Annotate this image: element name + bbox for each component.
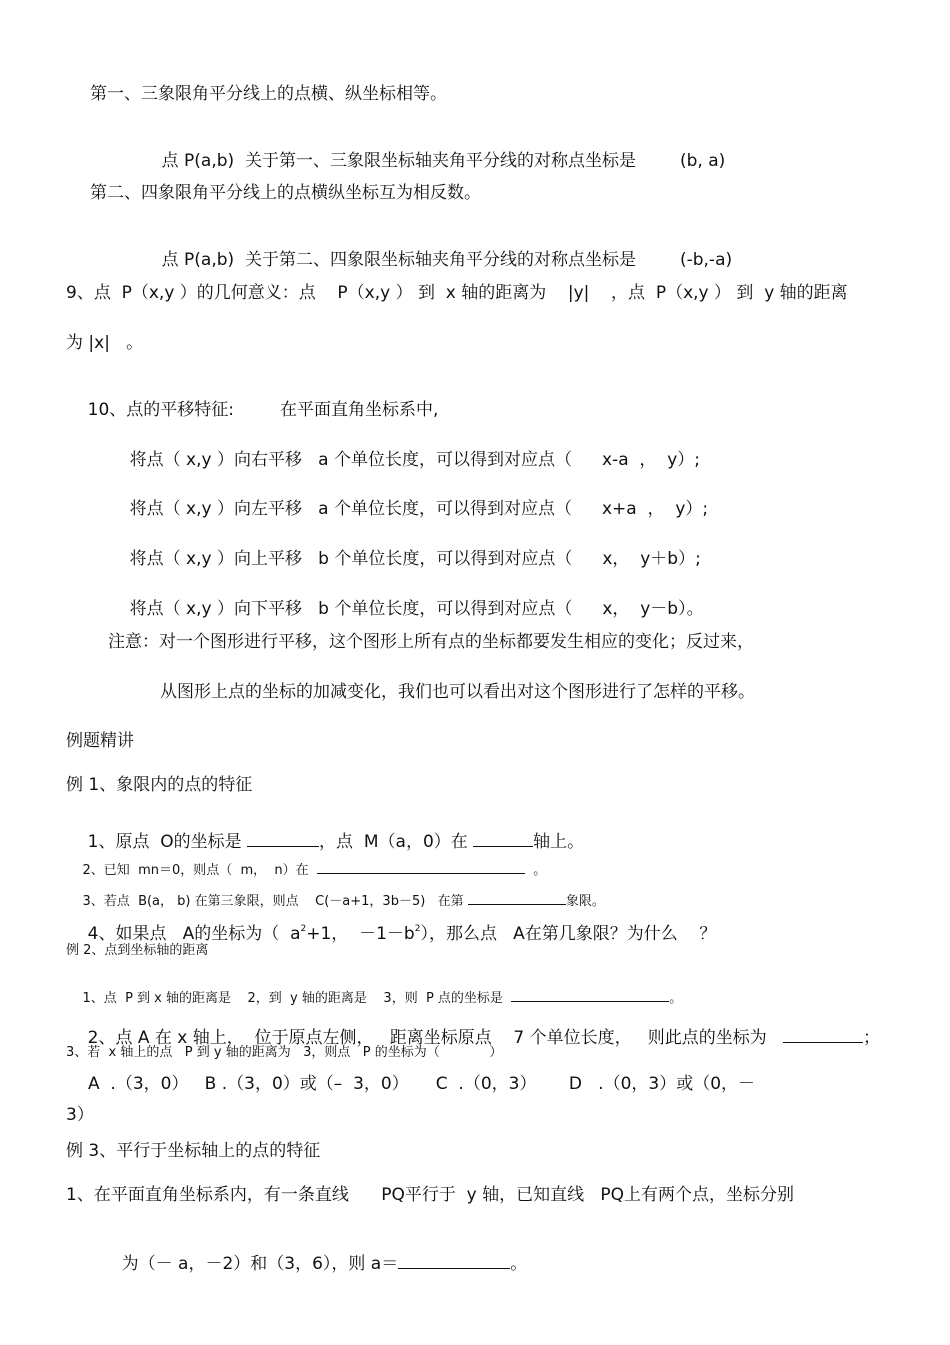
text-segment: x-a ， y）; — [602, 450, 701, 470]
text-line: 3、若 x 轴上的点 P 到 y 轴的距离为 3，则点 P 的坐标为（ ） — [66, 1045, 503, 1060]
text-segment: 将点（ x,y ）向左平移 a 个单位长度，可以得到对应点（ — [129, 499, 572, 519]
text-segment: 10、点的平移特征: — [87, 400, 234, 420]
text-line: 注意：对一个图形进行平移，这个图形上所有点的坐标都要发生相应的变化；反过来， — [108, 632, 754, 652]
text-segment: ； — [863, 1028, 881, 1048]
text-segment: 1、点 P 到 x 轴的距离是 2，到 y 轴的距离是 3，则 P 点的坐标是 — [82, 991, 512, 1006]
answer-blank[interactable] — [398, 1254, 510, 1269]
text-line: 3） — [66, 1105, 94, 1125]
text-line: 第二、四象限角平分线上的点横纵坐标互为相反数。 — [90, 183, 481, 203]
text-segment: 。 — [669, 991, 683, 1006]
text-line — [140, 235, 732, 286]
section-heading: 例题精讲 — [66, 731, 134, 751]
text-line: A .（3，0） B .（3，0）或（– 3，0） C .（0，3） D .（0，3）或（0，－ — [88, 1074, 756, 1094]
text-line — [66, 385, 438, 436]
text-line: 9、点 P（x,y ）的几何意义：点 P（x,y ） 到 x 轴的距离为 |y| ，点 P（x,y ） 到 y 轴的距离 — [66, 283, 848, 303]
section-heading: 例 2、点到坐标轴的距离 — [66, 943, 209, 958]
answer-blank[interactable] — [511, 989, 669, 1002]
text-segment: 点 P(a,b) 关于第一、三象限坐标轴夹角平分线的对称点坐标是 — [161, 151, 636, 171]
section-heading: 例 3、平行于坐标轴上的点的特征 — [66, 1141, 321, 1161]
text-segment: x， y＋b）; — [602, 549, 701, 569]
text-line — [108, 484, 708, 535]
text-line — [140, 136, 725, 187]
text-segment: 。 — [510, 1254, 528, 1274]
text-segment: 为（－ a，－2）和（3，6），则 a＝ — [121, 1254, 399, 1274]
text-segment: 3、若点 B(a， b) 在第三象限，则点 C(－a+1，3b－5) 在第 — [82, 894, 468, 909]
answer-blank[interactable] — [473, 832, 533, 847]
answer-blank[interactable] — [247, 832, 319, 847]
text-segment: x， y－b）。 — [602, 599, 704, 619]
answer-blank[interactable] — [783, 1028, 863, 1043]
text-segment: 象限。 — [565, 894, 605, 909]
answer-blank[interactable] — [317, 861, 525, 874]
text-segment: 将点（ x,y ）向上平移 b 个单位长度，可以得到对应点（ — [129, 549, 573, 569]
text-segment: (b, a) — [679, 151, 726, 171]
text-line: 从图形上点的坐标的加减变化，我们也可以看出对这个图形进行了怎样的平移。 — [160, 682, 755, 702]
text-segment: 2、点 A 在 x 轴上， 位于原点左侧， 距离坐标原点 7 个单位长度， 则此点的坐标为 — [87, 1028, 784, 1048]
text-line: 第一、三象限角平分线上的点横、纵坐标相等。 — [90, 84, 447, 104]
text-line — [108, 534, 701, 585]
text-segment: ，点 M（a，0）在 — [319, 832, 474, 852]
text-line: 为 |x| 。 — [66, 333, 144, 353]
text-segment: 将点（ x,y ）向右平移 a 个单位长度，可以得到对应点（ — [129, 450, 572, 470]
text-segment: 在平面直角坐标系中, — [279, 400, 439, 420]
text-segment: 。 — [524, 863, 547, 878]
text-line — [100, 1237, 527, 1290]
text-segment: x+a ， y）; — [602, 499, 709, 519]
text-segment: 2、已知 mn＝0，则点（ m， n）在 — [82, 863, 317, 878]
text-segment: 点 P(a,b) 关于第二、四象限坐标轴夹角平分线的对称点坐标是 — [161, 250, 636, 270]
text-segment: 轴上。 — [533, 832, 585, 852]
text-line: 1、在平面直角坐标系内，有一条直线 PQ平行于 y 轴，已知直线 PQ上有两个点，坐标分别 — [66, 1185, 794, 1205]
superscript: 2 — [300, 924, 307, 934]
text-segment: ），那么点 A在第几象限？为什么 ？ — [420, 924, 717, 944]
section-heading: 例 1、象限内的点的特征 — [66, 775, 253, 795]
text-segment: 1、原点 O的坐标是 — [87, 832, 248, 852]
text-segment: +1， －1－b — [306, 924, 415, 944]
superscript: 2 — [414, 924, 421, 934]
text-line — [108, 435, 700, 486]
text-segment: 将点（ x,y ）向下平移 b 个单位长度，可以得到对应点（ — [129, 599, 573, 619]
text-line — [108, 584, 704, 635]
answer-blank[interactable] — [468, 892, 566, 905]
text-segment: 4、如果点 A的坐标为（ a — [87, 924, 301, 944]
text-segment: (-b,-a) — [679, 250, 733, 270]
